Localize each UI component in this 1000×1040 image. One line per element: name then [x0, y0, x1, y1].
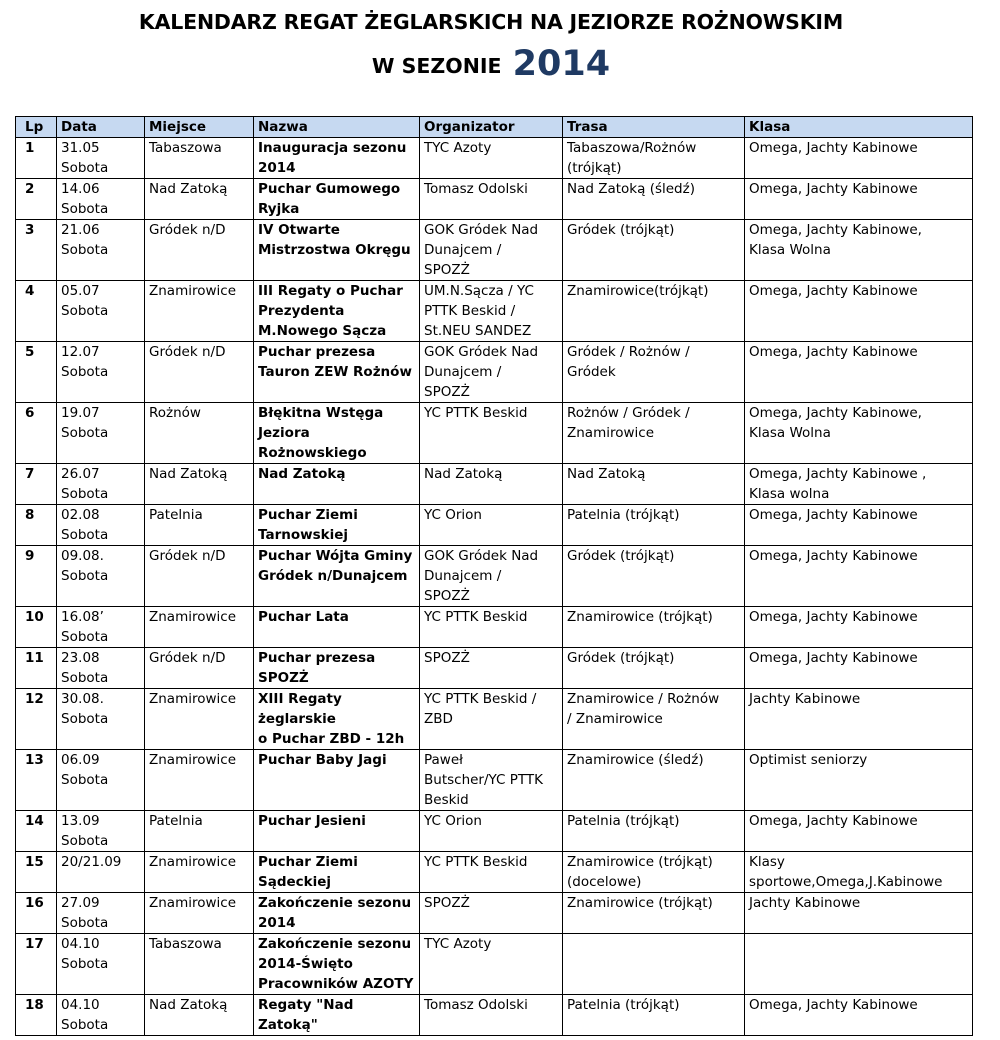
table-row [16, 811, 973, 852]
cell-nazwa [254, 811, 420, 852]
cell-line: YC PTTK Beskid [424, 854, 528, 870]
cell-miejsce: Tabaszowa [145, 138, 254, 179]
cell-trasa [563, 934, 745, 995]
cell-miejsce: Gródek n/D [145, 546, 254, 607]
cell-miejsce: Nad Zatoką [145, 995, 254, 1036]
cell-data [57, 505, 145, 546]
cell-line: SPOZŻ [424, 588, 470, 604]
cell-trasa [563, 546, 745, 607]
cell-line: Puchar Lata [258, 609, 349, 625]
cell-line: Klasy [749, 854, 785, 870]
cell-trasa [563, 220, 745, 281]
cell-nazwa [254, 995, 420, 1036]
cell-line: Znamirowice (trójkąt) [567, 854, 713, 870]
table-row [16, 995, 973, 1036]
cell-line: Sobota [61, 425, 109, 441]
cell-miejsce: Gródek n/D [145, 220, 254, 281]
table-row [16, 852, 973, 893]
cell-line: Inauguracja sezonu [258, 140, 407, 156]
table-row [16, 607, 973, 648]
cell-nazwa [254, 505, 420, 546]
cell-line: (trójkąt) [567, 160, 622, 176]
cell-line: Dunajcem / [424, 568, 502, 584]
cell-data [57, 281, 145, 342]
cell-organizator [420, 995, 563, 1036]
cell-klasa [745, 138, 973, 179]
cell-klasa [745, 546, 973, 607]
cell-klasa [745, 179, 973, 220]
cell-lp: 17 [16, 934, 57, 995]
cell-line: 31.05 [61, 140, 100, 156]
cell-data [57, 893, 145, 934]
cell-trasa [563, 403, 745, 464]
cell-line: Regaty "Nad Zatoką" [258, 997, 354, 1033]
cell-line: Paweł [424, 752, 463, 768]
cell-line: Omega, Jachty Kabinowe [749, 344, 918, 360]
cell-organizator [420, 852, 563, 893]
cell-klasa [745, 750, 973, 811]
cell-organizator [420, 342, 563, 403]
page-subtitle [0, 44, 982, 84]
cell-organizator [420, 403, 563, 464]
cell-trasa [563, 607, 745, 648]
cell-line: PTTK Beskid / [424, 303, 516, 319]
cell-line: Gródek n/Dunajcem [258, 568, 408, 584]
season-year: 2014 [512, 44, 611, 84]
cell-line: GOK Gródek Nad [424, 222, 539, 238]
cell-trasa [563, 281, 745, 342]
header-nazwa: Nazwa [254, 117, 420, 138]
cell-organizator [420, 505, 563, 546]
cell-line: SPOZŻ [424, 384, 470, 400]
cell-klasa [745, 607, 973, 648]
cell-data [57, 811, 145, 852]
cell-line: Gródek (trójkąt) [567, 650, 675, 666]
cell-line: SPOZŻ [258, 670, 309, 686]
cell-line: TYC Azoty [424, 936, 492, 952]
cell-line: o Puchar ZBD - 12h [258, 731, 405, 747]
cell-line: Omega, Jachty Kabinowe [749, 548, 918, 564]
cell-miejsce: Gródek n/D [145, 342, 254, 403]
cell-line: Puchar Jesieni [258, 813, 366, 829]
cell-line: Jachty Kabinowe [749, 895, 861, 911]
header-trasa: Trasa [563, 117, 745, 138]
cell-line: Sobota [61, 1017, 109, 1033]
cell-line: 30.08. [61, 691, 104, 707]
cell-data [57, 342, 145, 403]
cell-line: Omega, Jachty Kabinowe [749, 609, 918, 625]
cell-lp: 7 [16, 464, 57, 505]
cell-line: Tabaszowa/Rożnów [567, 140, 697, 156]
cell-line: Sobota [61, 915, 109, 931]
cell-line: Sobota [61, 364, 109, 380]
cell-data [57, 852, 145, 893]
cell-line: Znamirowice [567, 425, 655, 441]
cell-line: Beskid [424, 792, 469, 808]
cell-miejsce: Rożnów [145, 403, 254, 464]
cell-lp: 11 [16, 648, 57, 689]
cell-line: Pracowników AZOTY [258, 976, 414, 992]
cell-miejsce: Nad Zatoką [145, 179, 254, 220]
cell-organizator [420, 179, 563, 220]
cell-line: Puchar prezesa [258, 344, 376, 360]
cell-line: Gródek (trójkąt) [567, 548, 675, 564]
cell-lp: 13 [16, 750, 57, 811]
cell-trasa [563, 464, 745, 505]
cell-line: Sobota [61, 486, 109, 502]
cell-line: Tomasz Odolski [424, 181, 528, 197]
cell-line: 19.07 [61, 405, 100, 421]
cell-line: (docelowe) [567, 874, 642, 890]
cell-trasa [563, 893, 745, 934]
cell-line: Sobota [61, 956, 109, 972]
cell-miejsce: Znamirowice [145, 607, 254, 648]
cell-line: Puchar Ziemi [258, 854, 358, 870]
cell-lp: 1 [16, 138, 57, 179]
cell-line: Omega, Jachty Kabinowe [749, 283, 918, 299]
header-klasa: Klasa [745, 117, 973, 138]
cell-line: Omega, Jachty Kabinowe [749, 813, 918, 829]
cell-lp: 5 [16, 342, 57, 403]
cell-line: Tauron ZEW Rożnów [258, 364, 412, 380]
cell-line: 05.07 [61, 283, 100, 299]
cell-line: Znamirowice(trójkąt) [567, 283, 709, 299]
cell-nazwa [254, 403, 420, 464]
cell-lp: 14 [16, 811, 57, 852]
cell-line: Dunajcem / [424, 242, 502, 258]
cell-line: Sobota [61, 527, 109, 543]
cell-lp: 3 [16, 220, 57, 281]
cell-line: Znamirowice (trójkąt) [567, 895, 713, 911]
page-title: KALENDARZ REGAT ŻEGLARSKICH NA JEZIORZE ROŻNOWSKIM [138, 10, 844, 34]
cell-line: Patelnia (trójkąt) [567, 997, 680, 1013]
cell-line: Omega, Jachty Kabinowe [749, 997, 918, 1013]
table-row [16, 281, 973, 342]
cell-line: Puchar Wójta Gminy [258, 548, 413, 564]
cell-line: Puchar Baby Jagi [258, 752, 387, 768]
cell-line: Sobota [61, 772, 109, 788]
cell-miejsce: Patelnia [145, 505, 254, 546]
cell-trasa [563, 648, 745, 689]
table-row [16, 505, 973, 546]
cell-lp: 12 [16, 689, 57, 750]
cell-miejsce: Znamirowice [145, 852, 254, 893]
cell-line: Omega, Jachty Kabinowe [749, 507, 918, 523]
cell-line: III Regaty o Puchar [258, 283, 403, 299]
cell-data [57, 403, 145, 464]
cell-nazwa [254, 934, 420, 995]
cell-line: Omega, Jachty Kabinowe, [749, 405, 922, 421]
cell-line: YC PTTK Beskid [424, 405, 528, 421]
cell-nazwa [254, 138, 420, 179]
cell-line: 09.08. [61, 548, 104, 564]
cell-trasa [563, 995, 745, 1036]
cell-miejsce: Gródek n/D [145, 648, 254, 689]
cell-line: 12.07 [61, 344, 100, 360]
cell-line: 20/21.09 [61, 854, 122, 870]
cell-line: SPOZŻ [424, 262, 470, 278]
cell-organizator [420, 464, 563, 505]
cell-line: Omega, Jachty Kabinowe [749, 181, 918, 197]
cell-nazwa [254, 179, 420, 220]
cell-line: TYC Azoty [424, 140, 492, 156]
cell-line: 14.06 [61, 181, 100, 197]
cell-miejsce: Nad Zatoką [145, 464, 254, 505]
cell-line: sportowe,Omega,J.Kabinowe [749, 874, 943, 890]
cell-data [57, 995, 145, 1036]
cell-line: 2014 [258, 915, 296, 931]
header-miejsce: Miejsce [145, 117, 254, 138]
cell-trasa [563, 138, 745, 179]
cell-line: IV Otwarte [258, 222, 340, 238]
cell-data [57, 138, 145, 179]
cell-line: YC PTTK Beskid / [424, 691, 537, 707]
cell-line: Sobota [61, 711, 109, 727]
header-organizator: Organizator [420, 117, 563, 138]
cell-line: Sobota [61, 160, 109, 176]
cell-line: Rożnów / Gródek / [567, 405, 690, 421]
cell-lp: 4 [16, 281, 57, 342]
cell-line: 2014 [258, 160, 296, 176]
header-lp: Lp [16, 117, 57, 138]
cell-line: YC Orion [424, 813, 482, 829]
cell-data [57, 220, 145, 281]
cell-line: Optimist seniorzy [749, 752, 868, 768]
cell-nazwa [254, 852, 420, 893]
subtitle-prefix: W SEZONIE [371, 54, 502, 78]
table-row [16, 464, 973, 505]
cell-line: Patelnia (trójkąt) [567, 507, 680, 523]
cell-klasa [745, 648, 973, 689]
table-row [16, 342, 973, 403]
cell-trasa [563, 689, 745, 750]
cell-line: Butscher/YC PTTK [424, 772, 544, 788]
cell-trasa [563, 811, 745, 852]
cell-line: SPOZŻ [424, 650, 470, 666]
cell-data [57, 464, 145, 505]
cell-lp: 8 [16, 505, 57, 546]
regatta-calendar-table [15, 116, 973, 1036]
cell-line: M.Nowego Sącza [258, 323, 387, 339]
cell-line: Tomasz Odolski [424, 997, 528, 1013]
cell-klasa [745, 811, 973, 852]
cell-line: Omega, Jachty Kabinowe [749, 650, 918, 666]
cell-line: Klasa wolna [749, 486, 830, 502]
cell-line: Sobota [61, 568, 109, 584]
cell-trasa [563, 750, 745, 811]
cell-nazwa [254, 893, 420, 934]
table-row [16, 138, 973, 179]
cell-line: YC Orion [424, 507, 482, 523]
cell-line: Jeziora [258, 425, 310, 441]
cell-lp: 15 [16, 852, 57, 893]
cell-klasa [745, 505, 973, 546]
table-row [16, 403, 973, 464]
table-header-row [16, 117, 973, 138]
cell-nazwa [254, 281, 420, 342]
cell-line: 06.09 [61, 752, 100, 768]
cell-line: SPOZŻ [424, 895, 470, 911]
cell-miejsce: Patelnia [145, 811, 254, 852]
table-row [16, 750, 973, 811]
cell-nazwa [254, 342, 420, 403]
cell-klasa [745, 995, 973, 1036]
table-row [16, 648, 973, 689]
cell-line: Puchar Ziemi [258, 507, 358, 523]
table-row [16, 689, 973, 750]
cell-nazwa [254, 464, 420, 505]
cell-line: Prezydenta [258, 303, 345, 319]
cell-klasa [745, 403, 973, 464]
cell-line: Omega, Jachty Kabinowe, [749, 222, 922, 238]
header-data: Data [57, 117, 145, 138]
cell-klasa [745, 893, 973, 934]
cell-lp: 16 [16, 893, 57, 934]
cell-nazwa [254, 220, 420, 281]
cell-organizator [420, 607, 563, 648]
cell-line: GOK Gródek Nad [424, 548, 539, 564]
cell-line: Klasa Wolna [749, 425, 831, 441]
cell-organizator [420, 750, 563, 811]
cell-trasa [563, 852, 745, 893]
cell-nazwa [254, 689, 420, 750]
cell-organizator [420, 281, 563, 342]
cell-line: Mistrzostwa Okręgu [258, 242, 411, 258]
cell-nazwa [254, 607, 420, 648]
cell-line: Sobota [61, 629, 109, 645]
cell-line: Rożnowskiego [258, 445, 367, 461]
cell-line: Gródek (trójkąt) [567, 222, 675, 238]
cell-line: Jachty Kabinowe [749, 691, 861, 707]
cell-line: Puchar Gumowego [258, 181, 401, 197]
cell-line: Sobota [61, 833, 109, 849]
cell-line: Błękitna Wstęga [258, 405, 384, 421]
cell-line: Dunajcem / [424, 364, 502, 380]
cell-line: 23.08 [61, 650, 100, 666]
cell-line: Znamirowice / Rożnów [567, 691, 720, 707]
cell-lp: 6 [16, 403, 57, 464]
cell-line: Gródek / Rożnów / [567, 344, 690, 360]
cell-trasa [563, 505, 745, 546]
cell-data [57, 750, 145, 811]
cell-line: 21.06 [61, 222, 100, 238]
cell-line: ZBD [424, 711, 453, 727]
cell-line: Sobota [61, 242, 109, 258]
table-row [16, 546, 973, 607]
cell-organizator [420, 893, 563, 934]
cell-data [57, 689, 145, 750]
cell-organizator [420, 220, 563, 281]
cell-line: Sobota [61, 670, 109, 686]
cell-line: Omega, Jachty Kabinowe [749, 140, 918, 156]
cell-line: Nad Zatoką [567, 466, 646, 482]
cell-line: 04.10 [61, 936, 100, 952]
cell-data [57, 934, 145, 995]
cell-organizator [420, 689, 563, 750]
cell-line: Sądeckiej [258, 874, 332, 890]
cell-trasa [563, 342, 745, 403]
cell-lp: 18 [16, 995, 57, 1036]
cell-line: 27.09 [61, 895, 100, 911]
cell-line: Sobota [61, 303, 109, 319]
cell-organizator [420, 138, 563, 179]
cell-klasa [745, 281, 973, 342]
cell-organizator [420, 811, 563, 852]
table-row [16, 934, 973, 995]
cell-klasa [745, 464, 973, 505]
cell-data [57, 546, 145, 607]
cell-line: 16.08’ [61, 609, 104, 625]
cell-trasa [563, 179, 745, 220]
cell-miejsce: Znamirowice [145, 893, 254, 934]
cell-organizator [420, 934, 563, 995]
cell-line: Znamirowice (trójkąt) [567, 609, 713, 625]
cell-line: / Znamirowice [567, 711, 663, 727]
cell-line: Zakończenie sezonu [258, 936, 412, 952]
cell-line: Znamirowice (śledź) [567, 752, 704, 768]
cell-line: 02.08 [61, 507, 100, 523]
cell-klasa [745, 934, 973, 995]
cell-line: Nad Zatoką [258, 466, 346, 482]
cell-data [57, 648, 145, 689]
table-row [16, 220, 973, 281]
cell-line: Puchar prezesa [258, 650, 376, 666]
cell-klasa [745, 852, 973, 893]
cell-miejsce: Znamirowice [145, 281, 254, 342]
cell-data [57, 179, 145, 220]
cell-line: 26.07 [61, 466, 100, 482]
cell-nazwa [254, 750, 420, 811]
cell-data [57, 607, 145, 648]
cell-lp: 9 [16, 546, 57, 607]
table-row [16, 179, 973, 220]
cell-line: 2014-Święto [258, 956, 353, 972]
cell-nazwa [254, 546, 420, 607]
cell-line: St.NEU SANDEZ [424, 323, 532, 339]
cell-line: UM.N.Sącza / YC [424, 283, 534, 299]
cell-nazwa [254, 648, 420, 689]
table-row [16, 893, 973, 934]
cell-line: Omega, Jachty Kabinowe , [749, 466, 927, 482]
cell-line: GOK Gródek Nad [424, 344, 539, 360]
cell-klasa [745, 220, 973, 281]
cell-line: Patelnia (trójkąt) [567, 813, 680, 829]
cell-line: Zakończenie sezonu [258, 895, 412, 911]
cell-line: YC PTTK Beskid [424, 609, 528, 625]
cell-organizator [420, 546, 563, 607]
cell-line: XIII Regaty żeglarskie [258, 691, 342, 727]
cell-line: 04.10 [61, 997, 100, 1013]
cell-miejsce: Znamirowice [145, 750, 254, 811]
cell-line: Sobota [61, 201, 109, 217]
cell-klasa [745, 342, 973, 403]
cell-line: 13.09 [61, 813, 100, 829]
cell-line: Ryjka [258, 201, 300, 217]
cell-klasa [745, 689, 973, 750]
cell-lp: 10 [16, 607, 57, 648]
cell-organizator [420, 648, 563, 689]
cell-line: Klasa Wolna [749, 242, 831, 258]
cell-line: Nad Zatoką (śledź) [567, 181, 695, 197]
cell-line: Tarnowskiej [258, 527, 349, 543]
cell-miejsce: Tabaszowa [145, 934, 254, 995]
cell-line: Nad Zatoką [424, 466, 503, 482]
cell-line: Gródek [567, 364, 616, 380]
cell-lp: 2 [16, 179, 57, 220]
cell-miejsce: Znamirowice [145, 689, 254, 750]
